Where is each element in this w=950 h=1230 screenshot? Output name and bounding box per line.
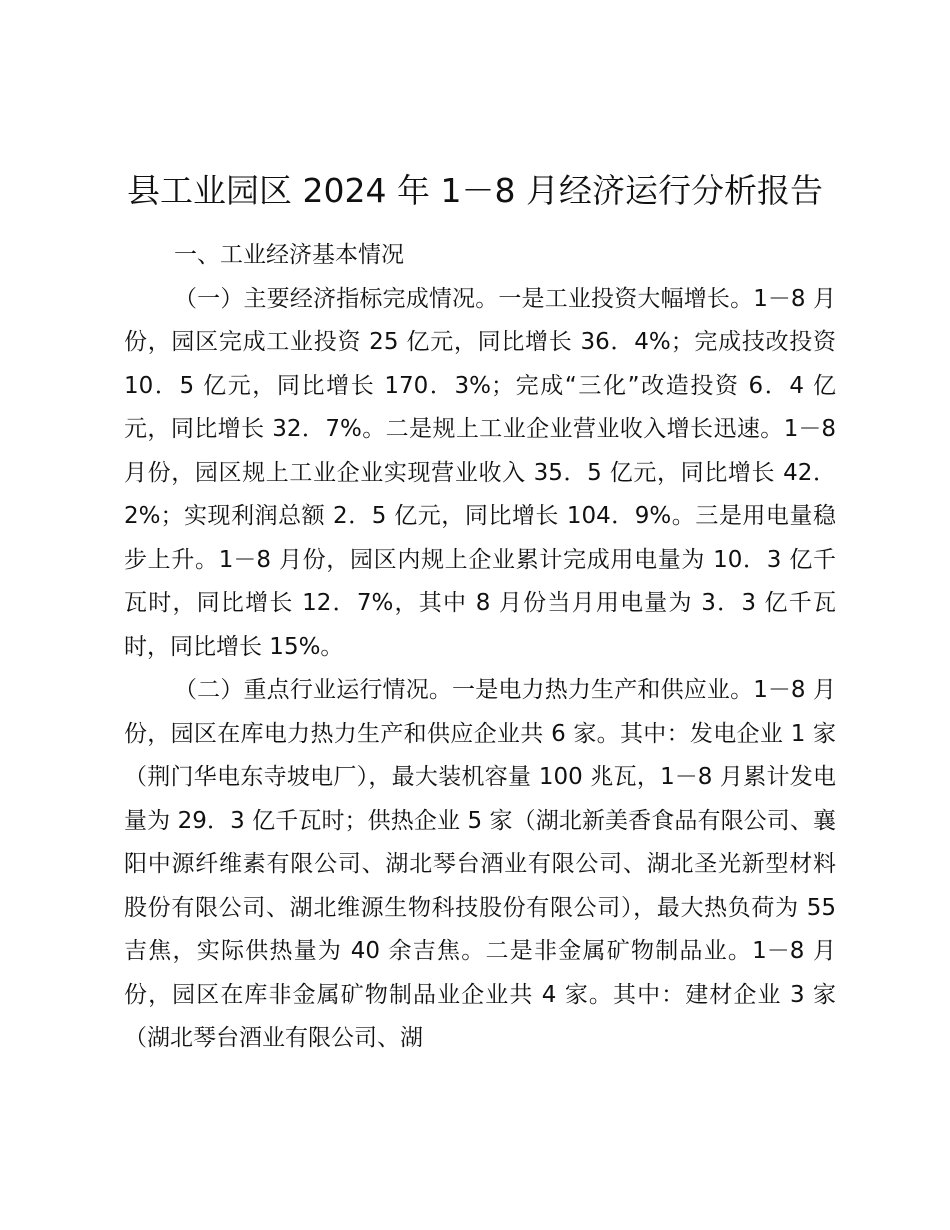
document-body xyxy=(124,234,836,1061)
paragraph-main-indicators: （一）主要经济指标完成情况。一是工业投资大幅增长。1－8 月份，园区完成工业投资 25 亿元，同比增长 36．4%；完成技改投资 10．5 亿元，同比增长 170．3%；完成“三化”改造投资 6．4 亿元，同比增长 32．7%。二是规上工业企业营业收入增长迅速。1－8 月份，园区规上工业企业实现营业收入 35．5 亿元，同比增长 42．2%；实现利润总额 2．5 亿元，同比增长 104．9%。三是用电量稳步上升。1－8 月份，园区内规上企业累计完成用电量为 10．3 亿千瓦时，同比增长 12．7%，其中 8 月份当月用电量为 3．3 亿千瓦时，同比增长 15%。 xyxy=(124,285,836,660)
section-heading: 一、工业经济基本情况 xyxy=(174,242,404,268)
paragraph-key-industries: （二）重点行业运行情况。一是电力热力生产和供应业。1－8 月份，园区在库电力热力生产和供应企业共 6 家。其中：发电企业 1 家（荆门华电东寺坡电厂），最大装机容量 100 兆瓦，1－8 月累计发电量为 29．3 亿千瓦时；供热企业 5 家（湖北新美香食品有限公司、襄阳中源纤维素有限公司、湖北琴台酒业有限公司、湖北圣光新型材料股份有限公司、湖北维源生物科技股份有限公司），最大热负荷为 55 吉焦，实际供热量为 40 余吉焦。二是非金属矿物制品业。1－8 月份，园区在库非金属矿物制品业企业共 4 家。其中：建材企业 3 家（湖北琴台酒业有限公司、湖 xyxy=(124,677,836,1051)
document-title: 县工业园区 2024 年 1－8 月经济运行分析报告 xyxy=(127,171,823,210)
